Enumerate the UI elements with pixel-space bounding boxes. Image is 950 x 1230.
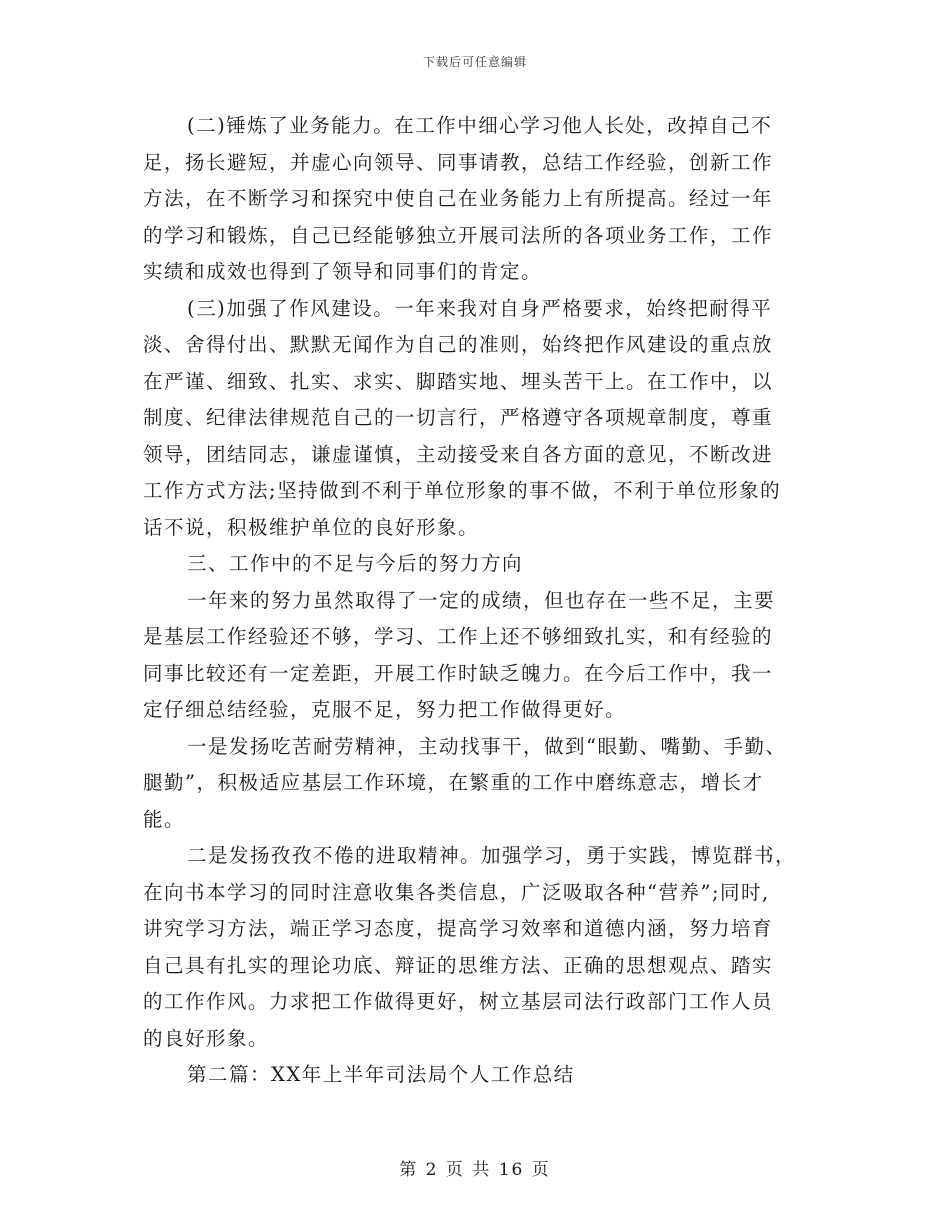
- paragraph: [143, 291, 808, 547]
- text-line: 二是发扬孜孜不倦的进取精神。加强学习，勇于实践，博览群书，: [187, 844, 797, 867]
- text-line: 腿勤”，积极适应基层工作环境，在繁重的工作中磨练意志，增长才: [143, 771, 764, 794]
- paragraph: [143, 108, 808, 291]
- text-line: 淡、舍得付出、默默无闻作为自己的准则，始终把作风建设的重点放: [143, 333, 774, 356]
- text-line: 三、工作中的不足与今后的努力方向: [187, 552, 524, 575]
- text-line: 制度、纪律法律规范自己的一切言行，严格遵守各项规章制度，尊重: [143, 406, 774, 429]
- text-line: 话不说，积极维护单位的良好形象。: [143, 515, 480, 539]
- text-line: 定仔细总结经验，克服不足，努力把工作做得更好。: [143, 698, 627, 721]
- text-line: 的良好形象。: [143, 1026, 270, 1050]
- text-line: 足，扬长避短，并虚心向领导、同事请教，总结工作经验，创新工作: [143, 150, 774, 174]
- text-line: 的工作作风。力求把工作做得更好，树立基层司法行政部门工作人员: [143, 990, 774, 1013]
- paragraph: [143, 729, 808, 839]
- text-line: 领导，团结同志，谦虚谨慎，主动接受来自各方面的意见，不断改进: [143, 442, 774, 466]
- text-line: 第二篇：XX年上半年司法局个人工作总结: [187, 1063, 575, 1086]
- text-line: 自己具有扎实的理论功底、辩证的思维方法、正确的思想观点、踏实: [143, 953, 774, 977]
- page-header: 下载后可任意编辑: [422, 55, 527, 69]
- text-line: 工作方式方法;坚持做到不利于单位形象的事不做，不利于单位形象的: [143, 479, 782, 502]
- paragraph: [143, 583, 808, 729]
- text-line: 能。: [143, 807, 186, 831]
- text-line: (三)加强了作风建设。一年来我对自身严格要求，始终把耐得平: [187, 296, 773, 320]
- text-line: 实绩和成效也得到了领导和同事们的肯定。: [143, 260, 543, 283]
- text-line: 在严谨、细致、扎实、求实、脚踏实地、埋头苦干上。在工作中，以: [143, 369, 774, 393]
- article-title: [143, 1057, 808, 1094]
- text-line: 同事比较还有一定差距，开展工作时缺乏魄力。在今后工作中，我一: [143, 661, 774, 685]
- document-body: [143, 108, 808, 1094]
- text-line: 在向书本学习的同时注意收集各类信息，广泛吸取各种“营养”;同时,: [143, 880, 770, 904]
- text-line: 讲究学习方法，端正学习态度，提高学习效率和道德内涵，努力培育: [143, 917, 774, 940]
- text-line: 一是发扬吃苦耐劳精神，主动找事干，做到“眼勤、嘴勤、手勤、: [187, 734, 787, 758]
- text-line: 是基层工作经验还不够，学习、工作上还不够细致扎实，和有经验的: [143, 625, 774, 648]
- paragraph: [143, 838, 808, 1057]
- text-line: 方法，在不断学习和探究中使自己在业务能力上有所提高。经过一年: [143, 187, 774, 210]
- text-line: 的学习和锻炼，自己已经能够独立开展司法所的各项业务工作，工作: [143, 223, 774, 247]
- text-line: (二)锤炼了业务能力。在工作中细心学习他人长处，改掉自己不: [187, 114, 773, 137]
- page-number-footer: 第 2 页 共 16 页: [399, 1160, 551, 1180]
- section-heading: [143, 546, 808, 583]
- text-line: 一年来的努力虽然取得了一定的成绩，但也存在一些不足，主要: [187, 588, 776, 612]
